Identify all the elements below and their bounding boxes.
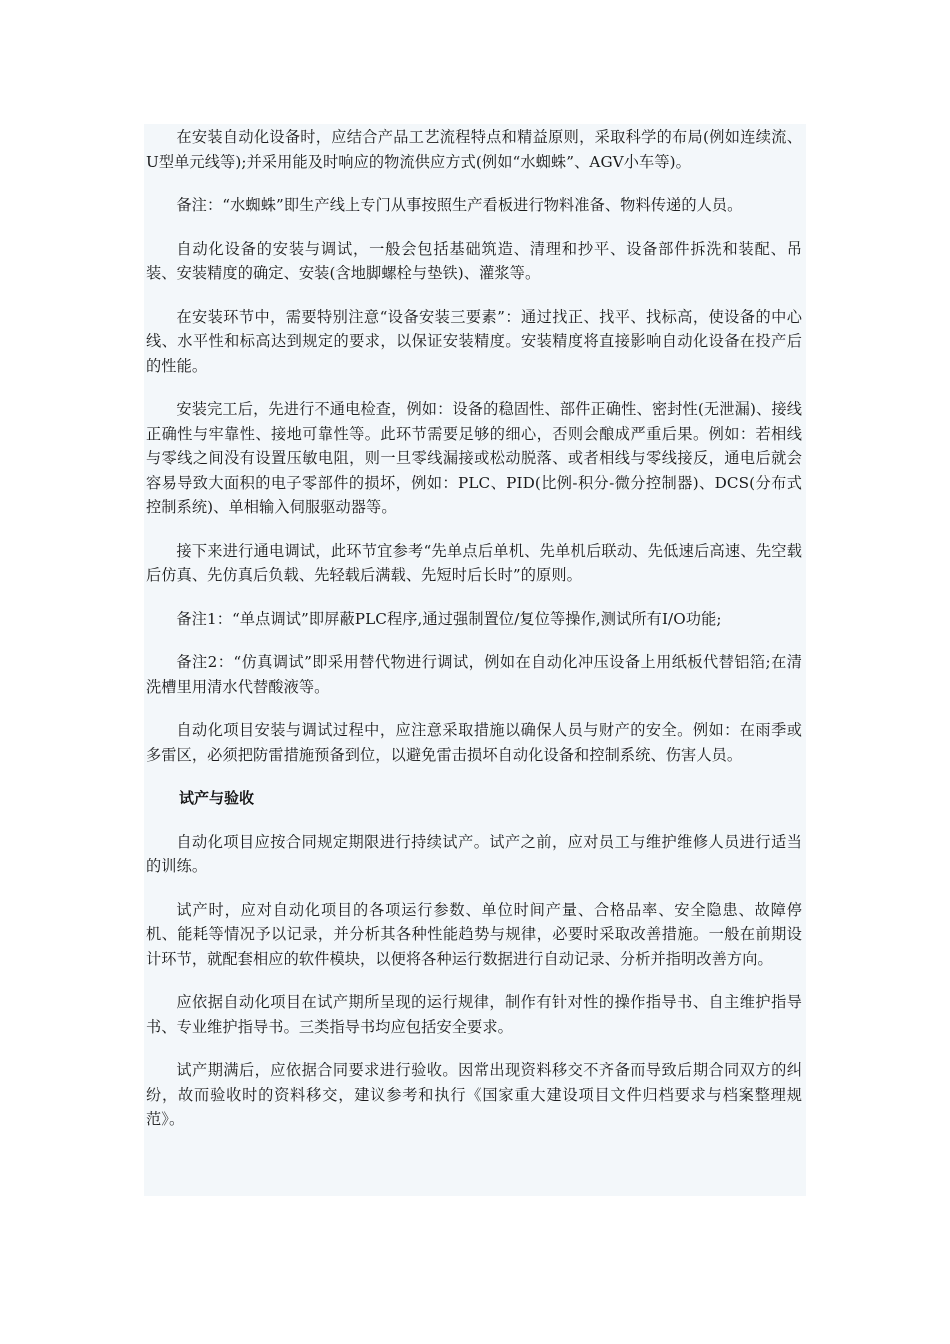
article-body (144, 124, 806, 1196)
paragraph-power-on-debug: 接下来进行通电调试，此环节宜参考“先单点后单机、先单机后联动、先低速后高速、先空载后仿真、先仿真后负载、先轻载后满载、先短时后长时”的原则。 (146, 541, 802, 584)
paragraph-trial-records: 试产时，应对自动化项目的各项运行参数、单位时间产量、合格品率、安全隐患、故障停机、能耗等情况予以记录，并分析其各种性能趋势与规律，必要时采取改善措施。一般在前期设计环节，就配套相应的软件模块，以便将各种运行数据进行自动记录、分析并指明改善方向。 (146, 900, 802, 968)
paragraph-three-elements: 在安装环节中，需要特别注意“设备安装三要素”：通过找正、找平、找标高，使设备的中心线、水平性和标高达到规定的要求，以保证安装精度。安装精度将直接影响自动化设备在投产后的性能。 (146, 307, 802, 375)
paragraph-trial-period: 自动化项目应按合同规定期限进行持续试产。试产之前，应对员工与维护维修人员进行适当的训练。 (146, 832, 802, 875)
paragraph-instructions: 应依据自动化项目在试产期所呈现的运行规律，制作有针对性的操作指导书、自主维护指导书、专业维护指导书。三类指导书均应包括安全要求。 (146, 993, 802, 1036)
paragraph-install-steps: 自动化设备的安装与调试，一般会包括基础筑造、清理和抄平、设备部件拆洗和装配、吊装、安装精度的确定、安装(含地脚螺栓与垫铁)、灌浆等。 (146, 239, 802, 282)
paragraph-layout-logistics: 在安装自动化设备时，应结合产品工艺流程特点和精益原则，采取科学的布局(例如连续流、U型单元线等);并采用能及时响应的物流供应方式(例如“水蜘蛛”、AGV小车等)。 (146, 128, 802, 171)
paragraph-note-2: 备注2：“仿真调试”即采用替代物进行调试，例如在自动化冲压设备上用纸板代替铝箔;在清洗槽里用清水代替酸液等。 (146, 653, 802, 696)
paragraph-acceptance: 试产期满后，应依据合同要求进行验收。因常出现资料移交不齐备而导致后期合同双方的纠纷，故而验收时的资料移交，建议参考和执行《国家重大建设项目文件归档要求与档案整理规范》。 (146, 1061, 802, 1128)
paragraph-note-1: 备注1：“单点调试”即屏蔽PLC程序,通过强制置位/复位等操作,测试所有I/O功能; (176, 609, 722, 628)
paragraph-power-off-check: 安装完工后，先进行不通电检查，例如：设备的稳固性、部件正确性、密封性(无泄漏)、接线正确性与牢靠性、接地可靠性等。此环节需要足够的细心，否则会酿成严重后果。例如：若相线与零线之间没有设置压敏电阻，则一旦零线漏接或松动脱落、或者相线与零线接反，通电后就会容易导致大面积的电子零部件的损坏，例如：PLC、PID(比例-积分-微分控制器)、DCS(分布式控制系统)、单相输入伺服驱动器等。 (146, 400, 802, 516)
section-heading: 试产与验收 (179, 789, 255, 807)
paragraph-note-water-spider: 备注：“水蜘蛛”即生产线上专门从事按照生产看板进行物料准备、物料传递的人员。 (176, 196, 743, 214)
paragraph-safety: 自动化项目安装与调试过程中，应注意采取措施以确保人员与财产的安全。例如：在雨季或多雷区，必须把防雷措施预备到位，以避免雷击损坏自动化设备和控制系统、伤害人员。 (146, 721, 802, 764)
